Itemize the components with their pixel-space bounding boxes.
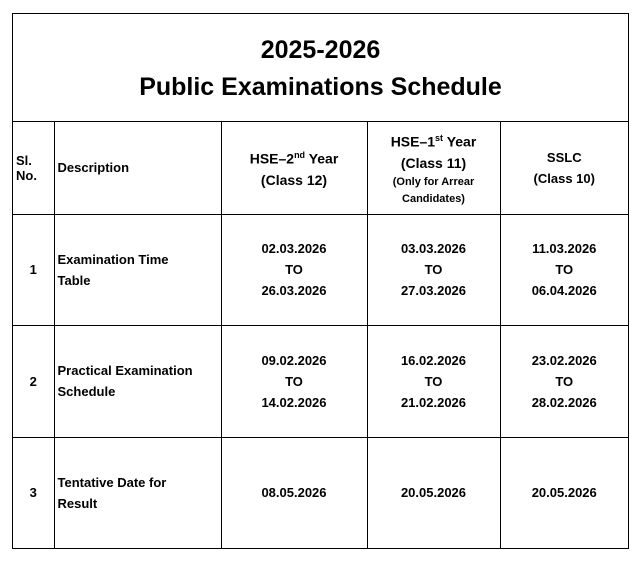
row-hse-2nd-dates xyxy=(221,437,367,548)
date-start: 02.03.2026 xyxy=(261,241,327,256)
title-heading: Public Examinations Schedule xyxy=(139,73,502,101)
table-row xyxy=(13,325,628,437)
row-hse-2nd-dates xyxy=(221,325,367,437)
row-description xyxy=(54,214,221,325)
row-description-line1: Practical Examination xyxy=(57,363,193,378)
date-end: 26.03.2026 xyxy=(261,283,327,298)
header-sslc-class: (Class 10) xyxy=(533,170,595,186)
row-description-line2: Result xyxy=(57,495,98,511)
row-description xyxy=(54,325,221,437)
row-sl: 3 xyxy=(13,437,54,548)
header-description xyxy=(54,122,221,214)
header-sl-line2: No. xyxy=(16,167,37,183)
row-hse-1st-dates xyxy=(367,214,500,325)
header-sl-line1: Sl. xyxy=(16,152,32,168)
schedule-document xyxy=(12,13,629,549)
date-to: TO xyxy=(285,262,303,277)
row-sl: 1 xyxy=(13,214,54,325)
header-hse-2nd-title xyxy=(222,145,367,170)
date-to: TO xyxy=(285,373,303,389)
header-sslc xyxy=(500,122,628,214)
row-sl: 2 xyxy=(13,325,54,437)
row-description-line2: Schedule xyxy=(57,384,116,399)
table-header-row xyxy=(13,122,628,214)
header-hse-1st-year xyxy=(367,122,500,214)
row-description-line1: Tentative Date for xyxy=(57,474,167,490)
date-end: 21.02.2026 xyxy=(400,394,467,410)
row-hse-1st-dates xyxy=(367,437,500,548)
header-hse-2nd-year xyxy=(221,122,367,214)
table-row xyxy=(13,437,628,548)
header-description-label: Description xyxy=(57,160,130,176)
header-hse-2nd-sup: nd xyxy=(294,149,306,160)
header-hse-2nd-prefix: HSE–2 xyxy=(249,150,295,167)
header-hse-1st-suffix: Year xyxy=(443,133,477,150)
schedule-table xyxy=(13,122,628,548)
row-sslc-dates xyxy=(500,214,628,325)
date-end: 28.02.2026 xyxy=(531,394,597,410)
date-end: 14.02.2026 xyxy=(261,394,327,410)
header-hse-1st-sup: st xyxy=(435,132,444,143)
date-to: TO xyxy=(424,262,443,277)
header-hse-2nd-suffix: Year xyxy=(305,150,339,167)
date-start: 09.02.2026 xyxy=(261,352,327,368)
header-hse-1st-title xyxy=(368,128,500,153)
table-row xyxy=(13,214,628,325)
date-end: 27.03.2026 xyxy=(400,283,467,298)
row-description-line1: Examination Time xyxy=(57,251,169,267)
result-date: 20.05.2026 xyxy=(400,485,467,501)
header-hse-1st-note-2: Candidates) xyxy=(402,192,465,205)
result-date: 20.05.2026 xyxy=(531,485,597,501)
row-hse-1st-dates xyxy=(367,325,500,437)
header-sl-no xyxy=(13,122,54,214)
header-hse-1st-note-1: (Only for Arrear xyxy=(392,175,475,188)
header-hse-1st-class: (Class 11) xyxy=(400,154,467,171)
result-date: 08.05.2026 xyxy=(261,485,327,501)
row-sslc-dates xyxy=(500,437,628,548)
header-sslc-title: SSLC xyxy=(546,149,582,165)
date-start: 16.02.2026 xyxy=(400,352,467,368)
header-hse-2nd-class: (Class 12) xyxy=(260,171,328,188)
date-to: TO xyxy=(555,373,574,389)
row-description xyxy=(54,437,221,548)
row-hse-2nd-dates xyxy=(221,214,367,325)
title-block xyxy=(13,14,628,122)
title-year: 2025-2026 xyxy=(260,36,381,64)
date-start: 11.03.2026 xyxy=(532,241,597,256)
row-description-line2: Table xyxy=(57,272,91,288)
date-start: 23.02.2026 xyxy=(531,352,597,368)
date-to: TO xyxy=(424,373,443,389)
date-start: 03.03.2026 xyxy=(400,241,467,256)
header-hse-1st-prefix: HSE–1 xyxy=(390,133,436,150)
date-end: 06.04.2026 xyxy=(531,283,597,298)
date-to: TO xyxy=(555,262,574,277)
row-sslc-dates xyxy=(500,325,628,437)
